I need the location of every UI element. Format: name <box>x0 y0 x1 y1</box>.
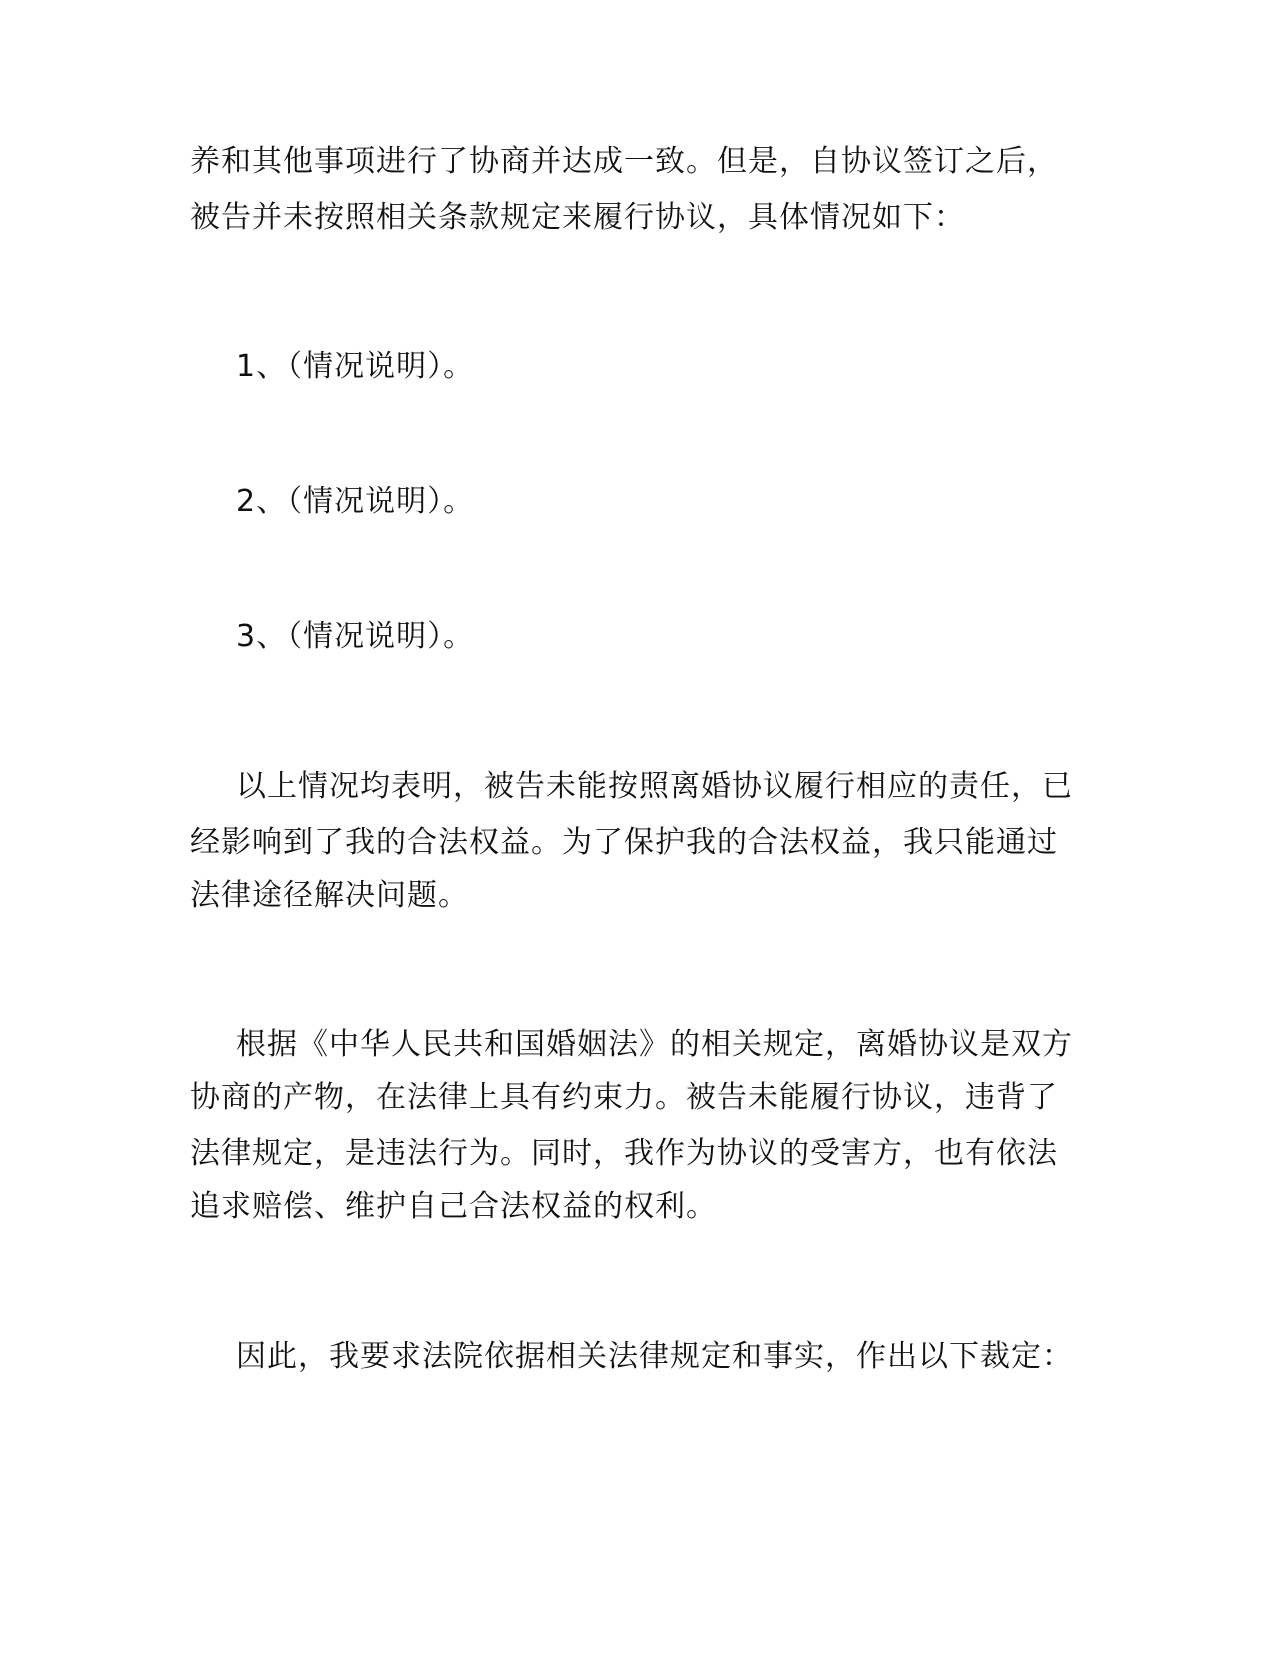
list-item-1: 1、（情况说明）。 <box>236 349 475 384</box>
paragraph-3-line-1: 因此，我要求法院依据相关法律规定和事实，作出以下裁定： <box>236 1339 1073 1374</box>
paragraph-2-line-4: 追求赔偿、维护自己合法权益的权利。 <box>190 1189 717 1224</box>
paragraph-2-line-2: 协商的产物，在法律上具有约束力。被告未能履行协议，违背了 <box>190 1080 1058 1115</box>
list-item-2: 2、（情况说明）。 <box>236 484 475 519</box>
paragraph-2-line-1: 根据《中华人民共和国婚姻法》的相关规定，离婚协议是双方 <box>236 1027 1073 1062</box>
paragraph-1-line-2: 经影响到了我的合法权益。为了保护我的合法权益，我只能通过 <box>190 825 1058 860</box>
list-item-3: 3、（情况说明）。 <box>236 619 475 654</box>
paragraph-1-line-1: 以上情况均表明，被告未能按照离婚协议履行相应的责任，已 <box>236 769 1073 804</box>
paragraph-2-line-3: 法律规定，是违法行为。同时，我作为协议的受害方，也有依法 <box>190 1136 1058 1171</box>
intro-line-1: 养和其他事项进行了协商并达成一致。但是，自协议签订之后， <box>190 144 1058 179</box>
paragraph-1-line-3: 法律途径解决问题。 <box>190 878 469 913</box>
intro-line-2: 被告并未按照相关条款规定来履行协议，具体情况如下： <box>190 200 965 235</box>
